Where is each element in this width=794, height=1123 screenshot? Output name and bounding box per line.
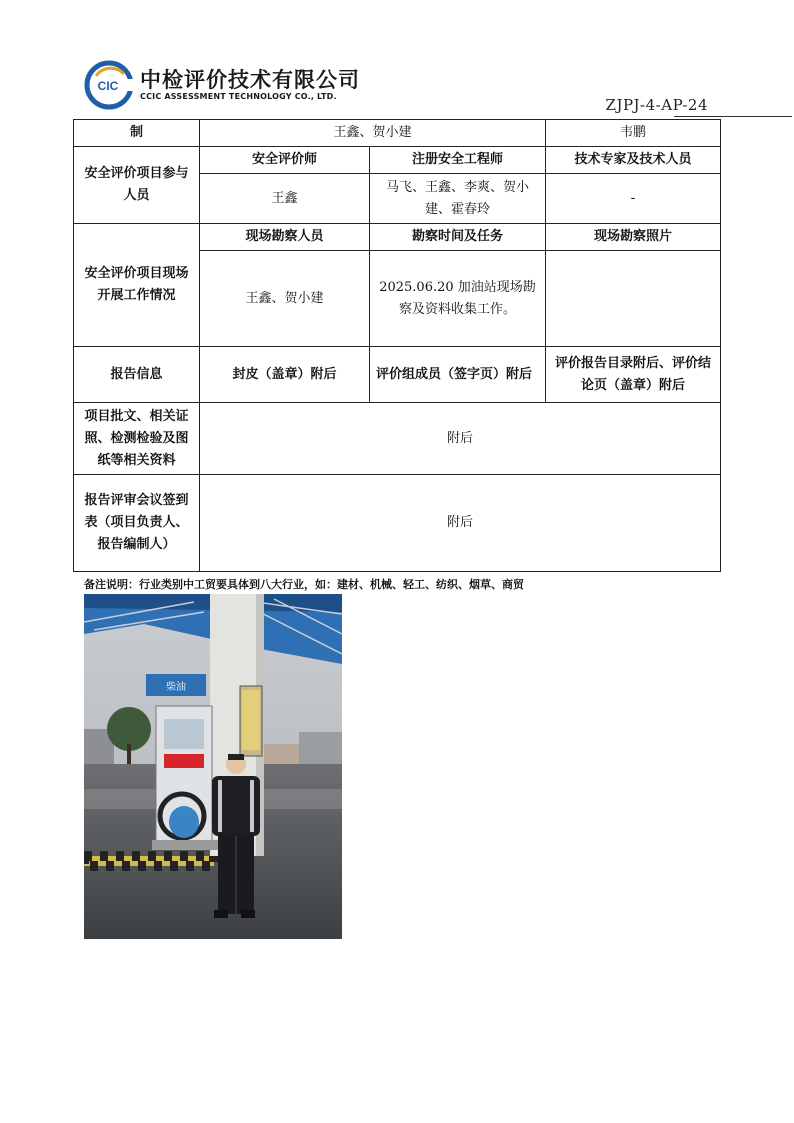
col-header-safety-assessor: 安全评价师: [200, 147, 370, 174]
col-header-survey-photo: 现场勘察照片: [546, 224, 721, 251]
approvals-value: 附后: [200, 403, 721, 475]
compiler-names: 王鑫、贺小建: [200, 120, 546, 147]
table-row-report-info: [74, 347, 721, 403]
table-row-approvals: [74, 403, 721, 475]
footnote: 备注说明：行业类别中工贸要具体到八大行业，如：建材、机械、轻工、纺织、烟草、商贸: [84, 578, 524, 591]
col-header-safety-engineer: 注册安全工程师: [370, 147, 546, 174]
row-label: 制: [74, 120, 200, 147]
tech-experts-value: -: [546, 174, 721, 224]
company-name-cn: 中检评价技术有限公司: [140, 68, 360, 92]
survey-photo-value: [546, 251, 721, 347]
table-row-compilation: [74, 120, 721, 147]
pump-sign-text: 柴油: [166, 682, 186, 693]
safety-engineer-value: 马飞、王鑫、李爽、贺小建、霍春玲: [370, 174, 546, 224]
col-header-survey-staff: 现场勘察人员: [200, 224, 370, 251]
survey-time-value: 2025.06.20 加油站现场勘察及资料收集工作。: [370, 251, 546, 347]
safety-assessor-value: 王鑫: [200, 174, 370, 224]
company-name-en: CCIC ASSESSMENT TECHNOLOGY CO., LTD.: [140, 92, 337, 101]
report-signature-value: 评价组成员（签字页）附后: [370, 347, 546, 403]
reviewer-name: 韦鹏: [546, 120, 721, 147]
survey-staff-value: 王鑫、贺小建: [200, 251, 370, 347]
site-survey-photo: [84, 594, 342, 939]
table-row-review-meeting: [74, 475, 721, 572]
col-header-survey-time: 勘察时间及任务: [370, 224, 546, 251]
project-info-table: [73, 119, 721, 572]
review-meeting-value: 附后: [200, 475, 721, 572]
report-info-label: 报告信息: [74, 347, 200, 403]
review-meeting-label: 报告评审会议签到表（项目负责人、报告编制人）: [74, 475, 200, 572]
document-code: ZJPJ-4-AP-24: [605, 96, 708, 114]
fieldwork-label: 安全评价项目现场开展工作情况: [74, 224, 200, 347]
col-header-tech-experts: 技术专家及技术人员: [546, 147, 721, 174]
logo-text: CIC: [97, 79, 119, 93]
table-row-participants-header: [74, 147, 721, 174]
approvals-label: 项目批文、相关证照、检测检验及图纸等相关资料: [74, 403, 200, 475]
ccic-logo-icon: [84, 60, 134, 110]
table-row-fieldwork-header: [74, 224, 721, 251]
report-catalog-value: 评价报告目录附后、评价结论页（盖章）附后: [546, 347, 721, 403]
report-cover-value: 封皮（盖章）附后: [200, 347, 370, 403]
participants-label: 安全评价项目参与人员: [74, 147, 200, 224]
header-rule: [674, 116, 792, 117]
document-header: [84, 60, 724, 120]
